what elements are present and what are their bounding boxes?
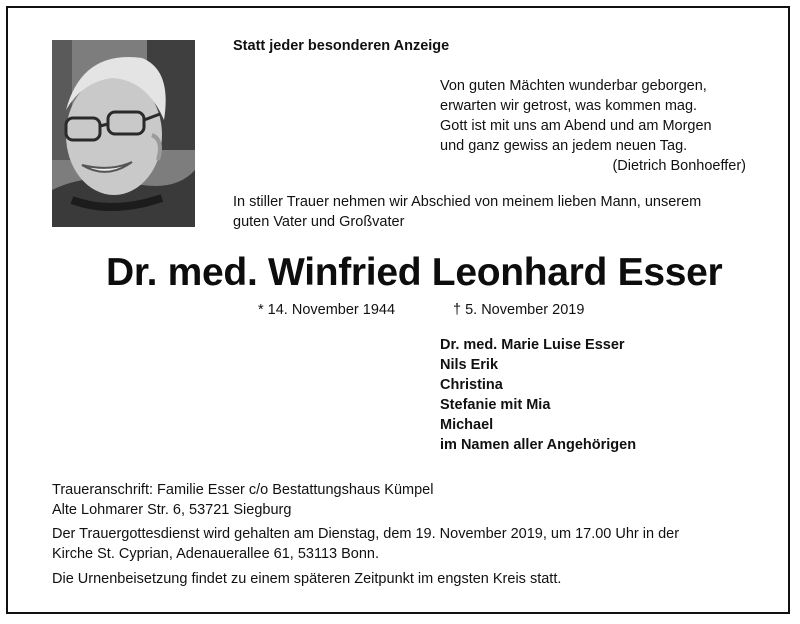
portrait-photo [52,40,195,227]
poem-line: Gott ist mit uns am Abend und am Morgen [440,118,712,134]
deceased-name: Dr. med. Winfried Leonhard Esser [106,251,723,294]
notice-heading: Statt jeder besonderen Anzeige [233,38,450,54]
mourner: Christina [440,377,503,393]
intro-line-2: guten Vater und Großvater [233,214,405,230]
mourning-address-line-2: Alte Lohmarer Str. 6, 53721 Siegburg [52,502,292,518]
mourner: im Namen aller Angehörigen [440,437,637,453]
mourner: Dr. med. Marie Luise Esser [440,337,625,353]
poem-line: Von guten Mächten wunderbar geborgen, [440,78,707,94]
poem-line: und ganz gewiss an jedem neuen Tag. [440,138,688,154]
death-date: † 5. November 2019 [453,302,585,318]
service-info-line-1: Der Trauergottesdienst wird gehalten am Dienstag, dem 19. November 2019, um 17.00 Uhr in der [52,526,680,542]
mourners-list [440,335,636,455]
mourner: Nils Erik [440,357,499,373]
intro-line-1: In stiller Trauer nehmen wir Abschied von meinem lieben Mann, unserem [233,194,702,210]
poem-line: erwarten wir getrost, was kommen mag. [440,98,698,114]
mourning-address-line-1: Traueranschrift: Familie Esser c/o Bestattungshaus Kümpel [52,482,434,498]
urn-burial-info: Die Urnenbeisetzung findet zu einem späteren Zeitpunkt im engsten Kreis statt. [52,571,562,587]
poem [440,76,746,176]
mourner: Michael [440,417,494,433]
birth-date: * 14. November 1944 [258,302,396,318]
poem-author: (Dietrich Bonhoeffer) [612,158,746,174]
service-info-line-2: Kirche St. Cyprian, Adenauerallee 61, 53113 Bonn. [52,546,380,562]
mourner: Stefanie mit Mia [440,397,551,413]
